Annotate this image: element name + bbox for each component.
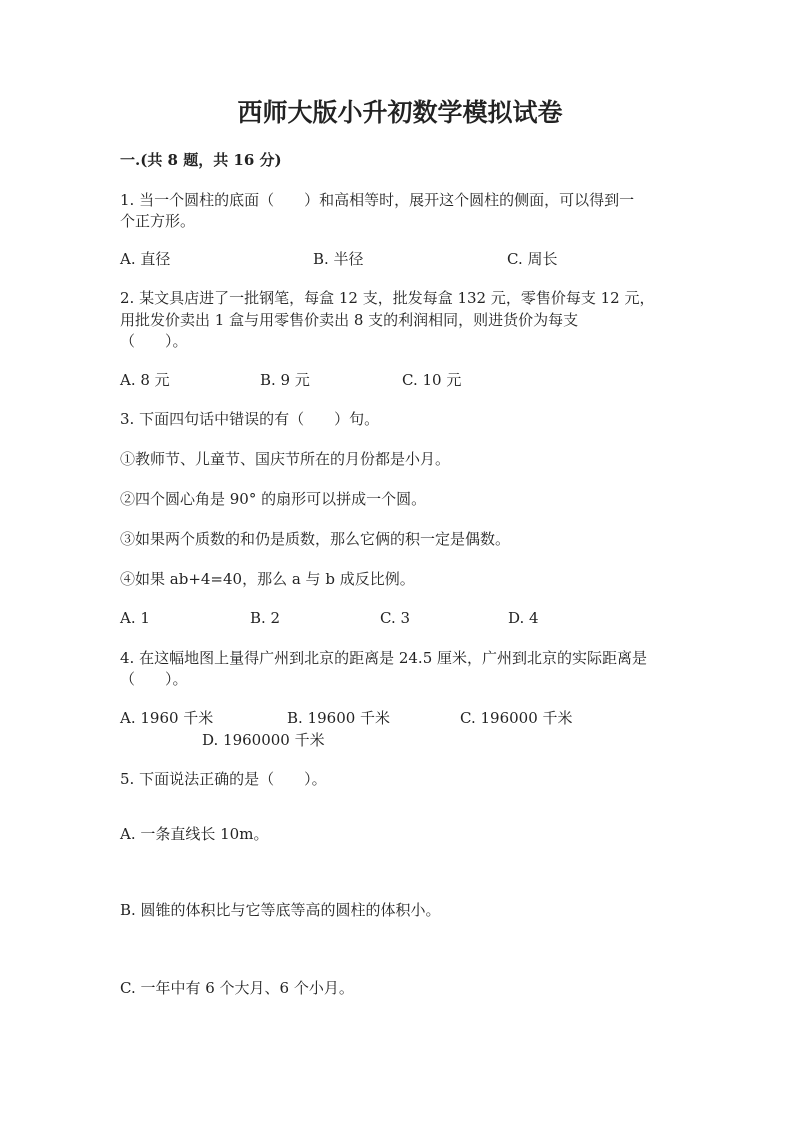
q1-stem-line-1: 1. 当一个圆柱的底面（ ）和高相等时，展开这个圆柱的侧面，可以得到一 bbox=[120, 191, 635, 209]
q3-option-b: B. 2 bbox=[250, 609, 281, 627]
q3-stem: 3. 下面四句话中错误的有（ ）句。 bbox=[120, 410, 380, 428]
q3-statement-3: ③如果两个质数的和仍是质数，那么它俩的积一定是偶数。 bbox=[120, 530, 511, 548]
q4-option-a: A. 1960 千米 bbox=[120, 709, 214, 727]
section-heading: 一.(共 8 题，共 16 分) bbox=[120, 151, 282, 169]
q5-stem: 5. 下面说法正确的是（ ）。 bbox=[120, 770, 327, 788]
page-title: 西师大版小升初数学模拟试卷 bbox=[237, 98, 563, 127]
q2-stem-line-2: 用批发价卖出 1 盒与用零售价卖出 8 支的利润相同，则进货价为每支 bbox=[120, 311, 579, 329]
q1-stem-line-2: 个正方形。 bbox=[120, 212, 196, 230]
q2-option-b: B. 9 元 bbox=[260, 371, 310, 389]
q5-option-b: B. 圆锥的体积比与它等底等高的圆柱的体积小。 bbox=[120, 901, 441, 919]
q5-option-a: A. 一条直线长 10m。 bbox=[120, 825, 269, 843]
q3-option-a: A. 1 bbox=[120, 609, 150, 627]
q5-option-c: C. 一年中有 6 个大月、6 个小月。 bbox=[120, 979, 354, 997]
q2-stem-line-1: 2. 某文具店进了一批钢笔，每盒 12 支，批发每盒 132 元，零售价每支 12 元， bbox=[120, 289, 655, 307]
q3-statement-4: ④如果 ab+4=40，那么 a 与 b 成反比例。 bbox=[120, 570, 415, 588]
q3-option-d: D. 4 bbox=[508, 609, 539, 627]
q3-option-c: C. 3 bbox=[380, 609, 411, 627]
q2-option-c: C. 10 元 bbox=[402, 371, 462, 389]
q4-stem-line-1: 4. 在这幅地图上量得广州到北京的距离是 24.5 厘米，广州到北京的实际距离是 bbox=[120, 649, 648, 667]
q4-option-d: D. 1960000 千米 bbox=[202, 731, 325, 749]
q3-statement-2: ②四个圆心角是 90° 的扇形可以拼成一个圆。 bbox=[120, 490, 427, 508]
q1-option-c: C. 周长 bbox=[507, 250, 558, 268]
q2-stem-line-3: （ ）。 bbox=[120, 332, 188, 350]
q2-option-a: A. 8 元 bbox=[120, 371, 170, 389]
q1-option-a: A. 直径 bbox=[120, 250, 171, 268]
q4-stem-line-2: （ ）。 bbox=[120, 670, 188, 688]
q4-option-b: B. 19600 千米 bbox=[287, 709, 391, 727]
q4-option-c: C. 196000 千米 bbox=[460, 709, 573, 727]
q1-option-b: B. 半径 bbox=[313, 250, 364, 268]
q3-statement-1: ①教师节、儿童节、国庆节所在的月份都是小月。 bbox=[120, 450, 451, 468]
